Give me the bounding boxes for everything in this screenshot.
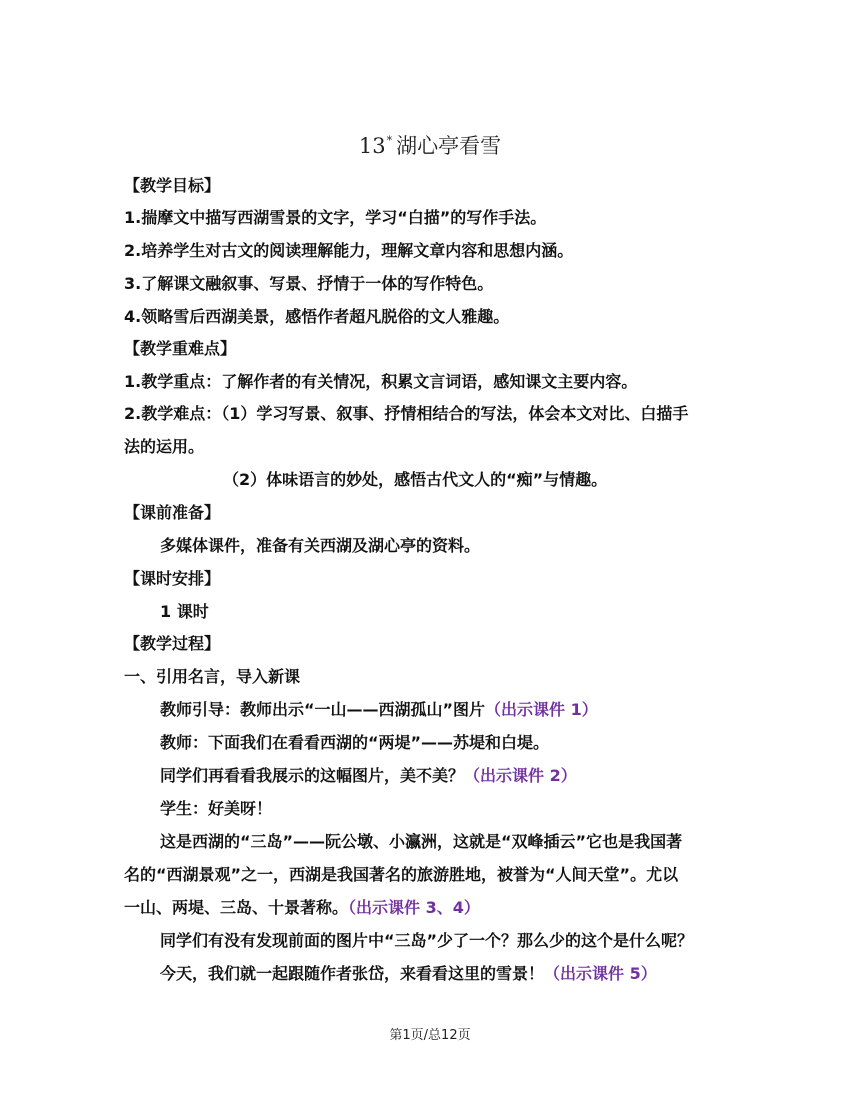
schedule-heading: 【课时安排】 [124,569,221,588]
lesson-title [0,130,860,160]
courseware-note-3: （出示课件 3、4） [348,898,480,917]
goal-item-2: 2.培养学生对古文的阅读理解能力，理解文章内容和思想内涵。 [124,241,574,260]
step-1-heading: 一、引用名言，导入新课 [124,667,301,686]
goal-item-4: 4.领略雪后西湖美景，感悟作者超凡脱俗的文人雅趣。 [124,307,510,326]
goal-item-3: 3.了解课文融叙事、写景、抒情于一体的写作特色。 [124,274,494,293]
courseware-note-1: （出示课件 1） [485,700,598,719]
preparation-heading: 【课前准备】 [124,503,221,522]
key-points-heading: 【教学重难点】 [124,339,237,358]
schedule-text: 1 课时 [160,602,209,621]
courseware-note-5: （出示课件 5） [544,964,657,983]
lesson-number: 13 [358,134,386,158]
key-point-2-line-2: 法的运用。 [124,437,205,456]
lesson-title-text: 湖心亭看雪 [396,134,502,158]
lesson-mark: * [386,134,393,147]
paragraph-5-line-3 [124,898,744,918]
paragraph-2: 教师：下面我们在看看西湖的“两堤”——苏堤和白堤。 [160,733,550,752]
key-point-2-line-1: 2.教学难点：（1）学习写景、叙事、抒情相结合的写法，体会本文对比、白描手 [124,404,689,423]
paragraph-5-line-3-text: 一山、两堤、三岛、十景著称。 [124,898,349,917]
paragraph-6: 同学们有没有发现前面的图片中“三岛”少了一个？那么少的这个是什么呢？ [160,931,694,950]
goals-heading: 【教学目标】 [124,176,221,195]
paragraph-1-text: 教师引导：教师出示“一山——西湖孤山”图片 [160,700,486,719]
process-heading: 【教学过程】 [124,634,221,653]
courseware-note-2: （出示课件 2） [464,766,577,785]
goal-item-1: 1.揣摩文中描写西湖雪景的文字，学习“白描”的写作手法。 [124,208,547,227]
paragraph-7-text: 今天，我们就一起跟随作者张岱，来看看这里的雪景！ [160,964,545,983]
page-footer: 第1页/总12页 [389,1028,471,1043]
paragraph-4: 学生：好美呀！ [160,799,273,818]
key-point-1: 1.教学重点：了解作者的有关情况，积累文言词语，感知课文主要内容。 [124,372,638,391]
paragraph-3 [160,766,780,786]
paragraph-3-text: 同学们再看看我展示的这幅图片，美不美？ [160,766,465,785]
key-point-2-sub-2: （2）体味语言的妙处，感悟古代文人的“痴”与情趣。 [223,470,608,489]
paragraph-5-line-2: 名的“西湖景观”之一，西湖是我国著名的旅游胜地，被誉为“人间天堂”。尤以 [124,865,679,884]
paragraph-1 [160,700,780,720]
paragraph-7 [160,964,780,984]
preparation-text: 多媒体课件，准备有关西湖及湖心亭的资料。 [160,536,481,555]
paragraph-5-line-1: 这是西湖的“三岛”——阮公墩、小瀛洲，这就是“双峰插云”它也是我国著 [160,832,683,851]
